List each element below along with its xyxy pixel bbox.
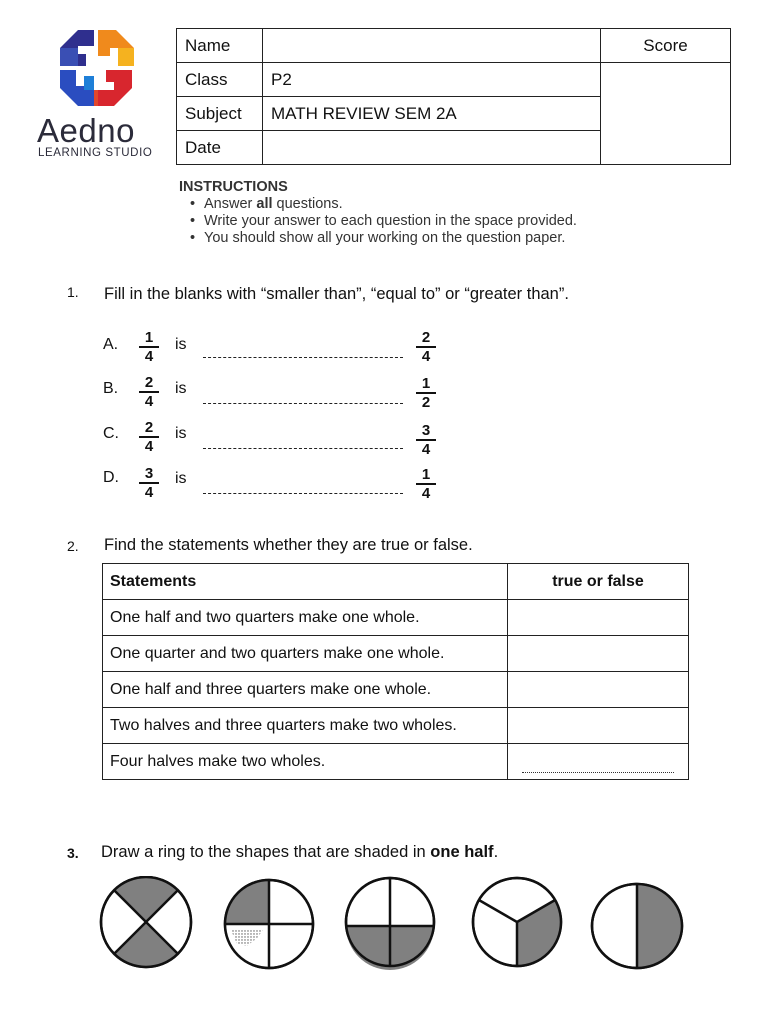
- question-3-text: Draw a ring to the shapes that are shaded in one half.: [101, 843, 499, 861]
- table-row: [103, 708, 689, 744]
- q1-left-fraction: 2 4: [139, 421, 159, 454]
- q1-left-fraction: 2 4: [139, 376, 159, 409]
- shape-circle-1[interactable]: [101, 877, 191, 967]
- answer-cell[interactable]: [508, 636, 689, 672]
- q1-left-fraction: 1 4: [139, 331, 159, 364]
- true-false-header: true or false: [508, 564, 689, 600]
- q1-right-fraction: 2 4: [416, 331, 436, 364]
- q1-right-fraction: 1 4: [416, 468, 436, 501]
- q1-row-letter: D.: [103, 469, 119, 486]
- name-label: Name: [177, 29, 263, 63]
- q1-is-label: is: [175, 470, 187, 487]
- date-field[interactable]: [263, 131, 601, 165]
- score-field[interactable]: [601, 63, 731, 165]
- statement-cell: One half and two quarters make one whole.: [103, 600, 508, 636]
- q1-is-label: is: [175, 380, 187, 397]
- statement-cell: Four halves make two wholes.: [103, 744, 508, 780]
- instruction-item: • Answer all questions.: [204, 196, 577, 213]
- instruction-item: • You should show all your working on the question paper.: [204, 230, 577, 247]
- name-field[interactable]: [263, 29, 601, 63]
- shape-circle-3[interactable]: [346, 878, 434, 970]
- table-row: [103, 600, 689, 636]
- question-1-number: 1.: [67, 284, 79, 300]
- q1-row-letter: B.: [103, 380, 119, 397]
- q1-answer-blank-b[interactable]: [203, 403, 403, 404]
- table-row: [103, 672, 689, 708]
- subject-label: Subject: [177, 97, 263, 131]
- statement-cell: One quarter and two quarters make one whole.: [103, 636, 508, 672]
- class-label: Class: [177, 63, 263, 97]
- question-1-text: Fill in the blanks with “smaller than”, “equal to” or “greater than”.: [104, 285, 569, 303]
- answer-cell[interactable]: [508, 708, 689, 744]
- statement-cell: One half and three quarters make one whole.: [103, 672, 508, 708]
- score-label: Score: [601, 29, 731, 63]
- q1-is-label: is: [175, 425, 187, 442]
- answer-cell[interactable]: [508, 672, 689, 708]
- logo-tagline: LEARNING STUDIO: [38, 147, 153, 159]
- aedno-logo-icon: [58, 30, 134, 106]
- q1-right-fraction: 1 2: [416, 377, 436, 410]
- shape-circle-4[interactable]: [473, 878, 561, 966]
- subject-field[interactable]: MATH REVIEW SEM 2A: [263, 97, 601, 131]
- q1-is-label: is: [175, 336, 187, 353]
- student-info-table: [176, 28, 731, 165]
- q1-row-letter: C.: [103, 425, 119, 442]
- q1-answer-blank-c[interactable]: [203, 448, 403, 449]
- true-false-table: [102, 563, 689, 780]
- q1-left-fraction: 3 4: [139, 467, 159, 500]
- table-row: [103, 744, 689, 780]
- answer-cell[interactable]: [508, 744, 689, 780]
- shape-circle-5[interactable]: [592, 884, 682, 968]
- instruction-item: • Write your answer to each question in the space provided.: [204, 213, 577, 230]
- statement-cell: Two halves and three quarters make two wholes.: [103, 708, 508, 744]
- table-row: [103, 636, 689, 672]
- class-field[interactable]: P2: [263, 63, 601, 97]
- question-3-number: 3.: [67, 845, 79, 861]
- q1-right-fraction: 3 4: [416, 424, 436, 457]
- instructions-title: INSTRUCTIONS: [179, 179, 288, 195]
- instructions-list: [204, 196, 577, 247]
- dotted-answer-line: [522, 772, 674, 773]
- answer-cell[interactable]: [508, 600, 689, 636]
- shape-circle-2[interactable]: [225, 880, 313, 968]
- question-2-text: Find the statements whether they are true or false.: [104, 536, 473, 554]
- statements-header: Statements: [103, 564, 508, 600]
- q1-answer-blank-a[interactable]: [203, 357, 403, 358]
- date-label: Date: [177, 131, 263, 165]
- question-2-number: 2.: [67, 538, 79, 554]
- fraction-shapes: [97, 876, 697, 976]
- q1-row-letter: A.: [103, 336, 119, 353]
- q1-answer-blank-d[interactable]: [203, 493, 403, 494]
- logo-wordmark: Aedno: [37, 112, 135, 149]
